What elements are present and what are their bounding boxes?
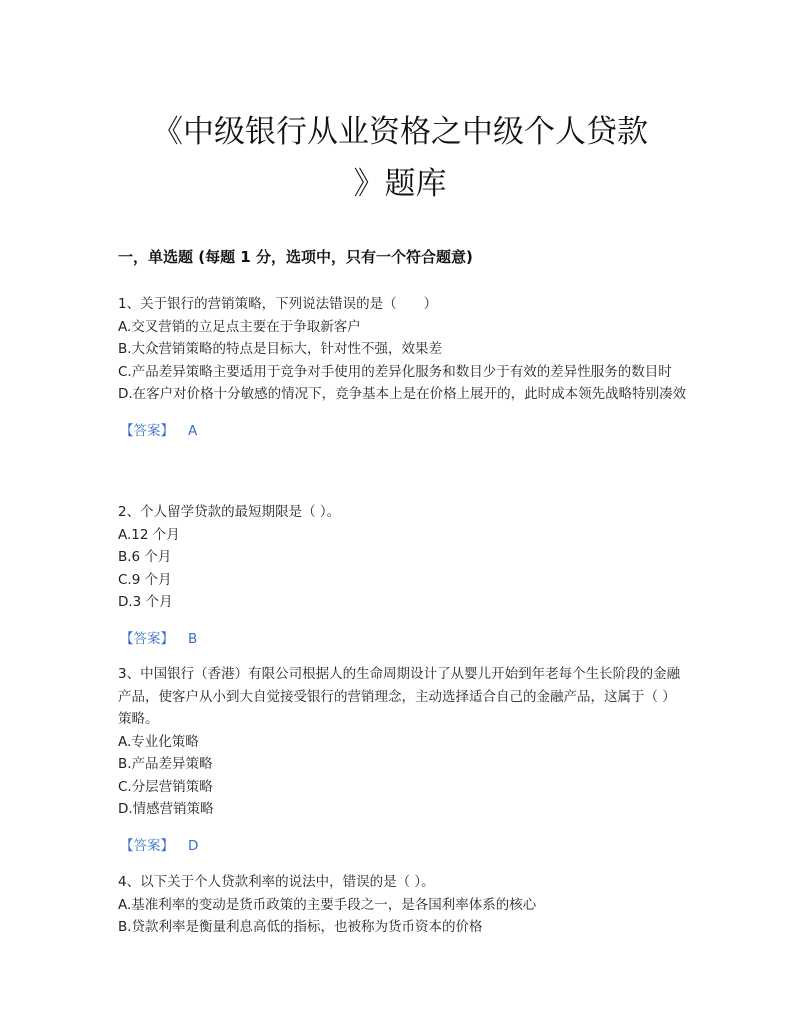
- option-b: B.6 个月: [118, 549, 172, 565]
- answer-label: 【答案】: [120, 630, 174, 647]
- option-d: D.在客户对价格十分敏感的情况下，竞争基本上是在价格上展开的，此时成本领先战略特别凑效: [118, 386, 687, 402]
- option-b: B.产品差异策略: [118, 756, 213, 772]
- section-title: 一，单选题 (每题 1 分，选项中，只有一个符合题意): [118, 248, 473, 266]
- answer-value: D: [188, 837, 199, 854]
- question-stem: 2、个人留学贷款的最短期限是（ ）。: [118, 504, 341, 520]
- option-d: D.3 个月: [118, 594, 173, 610]
- answer-row: [118, 628, 688, 650]
- answer-label: 【答案】: [120, 422, 174, 439]
- answer-label: 【答案】: [120, 837, 174, 854]
- question-3: [118, 663, 688, 857]
- document-title: [100, 106, 700, 210]
- question-2: [118, 501, 688, 650]
- option-c: C.分层营销策略: [118, 778, 213, 795]
- question-stem: 4、以下关于个人贷款利率的说法中，错误的是（ ）。: [118, 874, 435, 890]
- option-c: C.9 个月: [118, 571, 172, 588]
- answer-row: [118, 420, 688, 442]
- answer-value: A: [188, 422, 198, 439]
- question-4: [118, 871, 688, 939]
- answer-row: [118, 835, 688, 857]
- document-title-line2: 》题库: [353, 166, 447, 202]
- option-a: A.12 个月: [118, 526, 180, 543]
- option-a: A.专业化策略: [118, 733, 199, 750]
- option-c: C.产品差异策略主要适用于竞争对手使用的差异化服务和数目少于有效的差异性服务的数目时: [118, 363, 672, 380]
- option-a: A.交叉营销的立足点主要在于争取新客户: [118, 318, 361, 335]
- option-b: B.大众营销策略的特点是目标大，针对性不强，效果差: [118, 341, 443, 357]
- option-b: B.贷款利率是衡量利息高低的指标，也被称为货币资本的价格: [118, 919, 483, 935]
- answer-value: B: [188, 630, 198, 647]
- option-a: A.基准利率的变动是货币政策的主要手段之一，是各国利率体系的核心: [118, 896, 537, 913]
- question-1: [118, 293, 688, 442]
- document-title-line1: 《中级银行从业资格之中级个人贷款: [152, 114, 648, 150]
- option-d: D.情感营销策略: [118, 801, 214, 817]
- question-stem: 3、中国银行（香港）有限公司根据人的生命周期设计了从婴儿开始到年老每个生长阶段的金融产品，使客户从小到大自觉接受银行的营销理念，主动选择适合自己的金融产品，这属于（ ）策略。: [118, 666, 681, 727]
- question-stem: 1、关于银行的营销策略，下列说法错误的是（ ）: [118, 296, 438, 312]
